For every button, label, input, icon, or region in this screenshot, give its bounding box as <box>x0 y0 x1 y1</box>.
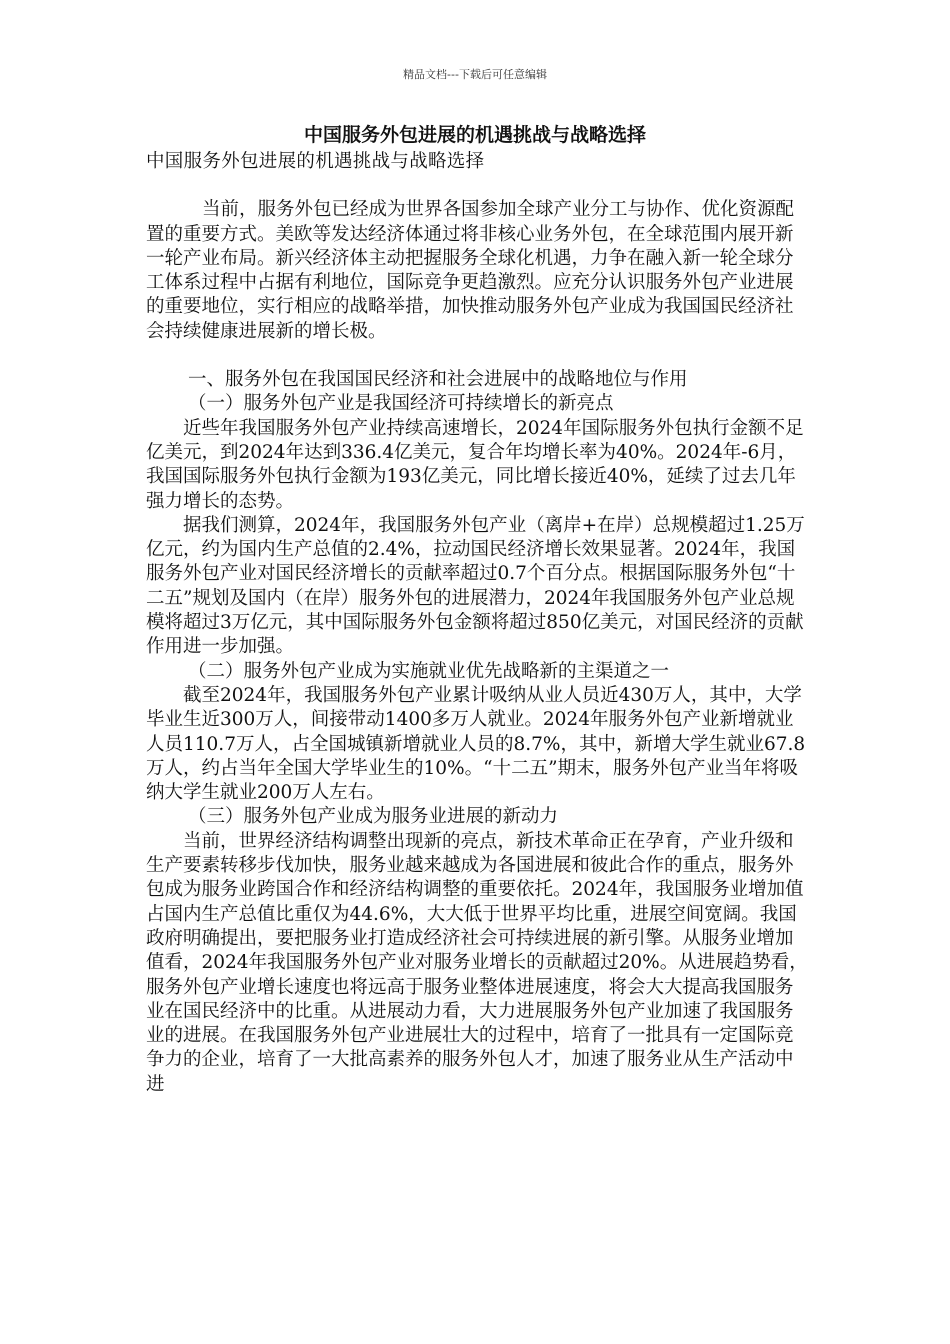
subsection-heading-3: （三）服务外包产业成为服务业进展的新动力 <box>188 806 559 828</box>
paragraph-3-1: 当前，世界经济结构调整出现新的亮点，新技术革命正在孕育，产业升级和生产要素转移步伐加快，服务业越来越成为各国进展和彼此合作的重点，服务外包成为服务业跨国合作和经济结构调整的重要依托。2024年，我国服务业增加值占国内生产总值比重仅为44.6%，大大低于世界平均比重，进展空间宽阔。我国政府明确提出，要把服务业打造成经济社会可持续进展的新引擎。从服务业增加值看，2024年我国服务外包产业对服务业增长的贡献超过20%。从进展趋势看，服务外包产业增长速度也将远高于服务业整体进展速度，将会大大提高我国服务业在国民经济中的比重。从进展动力看，大力进展服务外包产业加速了我国服务业的进展。在我国服务外包产业进展壮大的过程中，培育了一批具有一定国际竞争力的企业，培育了一大批高素养的服务外包人才，加速了服务业从生产活动中进 <box>146 830 808 1095</box>
section-heading-1: 一、服务外包在我国国民经济和社会进展中的战略地位与作用 <box>188 369 688 391</box>
header-note: 精品文档---下载后可任意编辑 <box>403 68 547 81</box>
document-subtitle: 中国服务外包进展的机遇挑战与战略选择 <box>146 151 485 172</box>
subsection-heading-2: （二）服务外包产业成为实施就业优先战略新的主渠道之一 <box>188 660 670 682</box>
paragraph-1-2: 据我们测算，2024年，我国服务外包产业（离岸+在岸）总规模超过1.25万亿元，约为国内生产总值的2.4%，拉动国民经济增长效果显著。2024年，我国服务外包产业对国民经济增长的贡献率超过0.7个百分点。根据国际服务外包“十二五”规划及国内（在岸）服务外包的进展潜力，2024年我国服务外包产业总规模将超过3万亿元，其中国际服务外包金额将超过850亿美元，对国民经济的贡献作用进一步加强。 <box>146 514 805 658</box>
intro-paragraph: 当前，服务外包已经成为世界各国参加全球产业分工与协作、优化资源配置的重要方式。美欧等发达经济体通过将非核心业务外包，在全球范围内展开新一轮产业布局。新兴经济体主动把握服务全球化机遇，力争在融入新一轮全球分工体系过程中占据有利地位，国际竞争更趋激烈。应充分认识服务外包产业进展的重要地位，实行相应的战略举措，加快推动服务外包产业成为我国国民经济社会持续健康进展新的增长极。 <box>146 199 795 342</box>
subsection-heading-1: （一）服务外包产业是我国经济可持续增长的新亮点 <box>188 393 614 415</box>
document-title: 中国服务外包进展的机遇挑战与战略选择 <box>303 124 646 146</box>
blank-line <box>146 344 808 368</box>
blank-line <box>146 174 808 198</box>
paragraph-1-1: 近些年我国服务外包产业持续高速增长，2024年国际服务外包执行金额不足亿美元，到2024年达到336.4亿美元，复合年均增长率为40%。2024年-6月，我国国际服务外包执行金额为193亿美元，同比增长接近40%，延续了过去几年强力增长的态势。 <box>146 417 804 512</box>
paragraph-2-1: 截至2024年，我国服务外包产业累计吸纳从业人员近430万人，其中，大学毕业生近300万人，间接带动1400多万人就业。2024年服务外包产业新增就业人员110.7万人，占全国城镇新增就业人员的8.7%，其中，新增大学生就业67.8万人，约占当年全国大学毕业生的10%。“十二五”期末，服务外包产业当年将吸纳大学生就业200万人左右。 <box>146 684 806 804</box>
document-body <box>146 150 808 1097</box>
